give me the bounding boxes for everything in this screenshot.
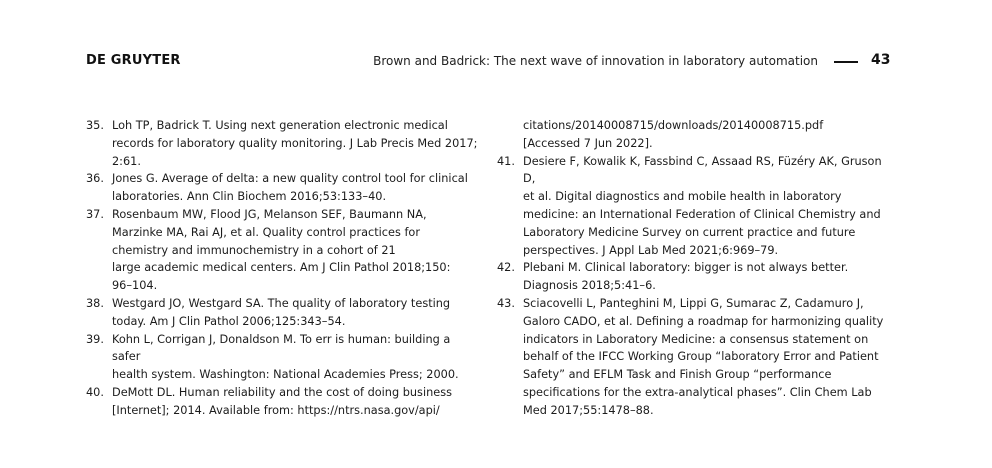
reference-line: records for laboratory quality monitoring. J Lab Precis Med 2017; <box>112 136 478 150</box>
publisher-logo: DE GRUYTER <box>86 53 181 68</box>
reference-line: Diagnosis 2018;5:41–6. <box>523 279 656 293</box>
reference-line: today. Am J Clin Pathol 2006;125:343–54. <box>112 314 346 328</box>
reference-line: [Accessed 7 Jun 2022]. <box>523 136 653 150</box>
reference-line: Galoro CADO, et al. Defining a roadmap for harmonizing quality <box>523 314 884 328</box>
reference-line: Westgard JO, Westgard SA. The quality of laboratory testing <box>112 296 451 310</box>
references-left-column <box>86 117 481 420</box>
page-number: 43 <box>871 52 891 68</box>
reference-item <box>497 153 892 260</box>
reference-line: Loh TP, Badrick T. Using next generation electronic medical <box>112 119 448 132</box>
reference-item <box>497 295 892 420</box>
reference-line: [Internet]; 2014. Available from: https://ntrs.nasa.gov/api/ <box>112 403 440 417</box>
reference-line: health system. Washington: National Academies Press; 2000. <box>112 368 459 382</box>
reference-number: 35. <box>86 119 104 132</box>
reference-number: 38. <box>86 296 104 310</box>
reference-line: indicators in Laboratory Medicine: a consensus statement on <box>523 332 869 346</box>
reference-line: specifications for the extra-analytical phases”. Clin Chem Lab <box>523 385 872 399</box>
reference-number: 42. <box>497 261 515 275</box>
reference-line: Med 2017;55:1478–88. <box>523 403 654 417</box>
running-title: Brown and Badrick: The next wave of innovation in laboratory automation <box>373 54 818 68</box>
reference-item <box>86 331 481 384</box>
reference-item <box>86 295 481 331</box>
reference-item <box>86 384 481 420</box>
reference-line: Marzinke MA, Rai AJ, et al. Quality control practices for <box>112 225 420 239</box>
reference-line: citations/20140008715/downloads/20140008715.pdf <box>523 119 824 132</box>
references-right-column <box>497 117 892 420</box>
reference-line: et al. Digital diagnostics and mobile health in laboratory <box>523 190 842 204</box>
reference-item <box>86 206 481 295</box>
reference-continuation <box>497 117 892 153</box>
reference-line: behalf of the IFCC Working Group “laboratory Error and Patient <box>523 350 879 364</box>
reference-item <box>86 117 481 170</box>
reference-line: perspectives. J Appl Lab Med 2021;6:969–79. <box>523 243 779 257</box>
reference-number: 36. <box>86 172 104 186</box>
reference-line: Kohn L, Corrigan J, Donaldson M. To err is human: building a safer <box>112 332 451 364</box>
reference-line: 96–104. <box>112 279 158 293</box>
reference-number: 40. <box>86 385 104 399</box>
page-header <box>0 0 992 80</box>
header-rule <box>834 61 858 63</box>
reference-number: 37. <box>86 207 104 221</box>
reference-line: chemistry and immunochemistry in a cohort of 21 <box>112 243 396 257</box>
reference-line: laboratories. Ann Clin Biochem 2016;53:133–40. <box>112 190 387 204</box>
reference-line: Sciacovelli L, Panteghini M, Lippi G, Sumarac Z, Cadamuro J, <box>523 296 864 310</box>
reference-line: large academic medical centers. Am J Clin Pathol 2018;150: <box>112 261 451 275</box>
reference-item <box>497 259 892 295</box>
reference-line: Safety” and EFLM Task and Finish Group “performance <box>523 368 832 382</box>
reference-number: 39. <box>86 332 104 346</box>
reference-line: Desiere F, Kowalik K, Fassbind C, Assaad RS, Füzéry AK, Gruson D, <box>523 154 882 186</box>
reference-item <box>86 170 481 206</box>
reference-number: 41. <box>497 154 515 168</box>
reference-line: Laboratory Medicine Survey on current practice and future <box>523 225 856 239</box>
reference-line: Plebani M. Clinical laboratory: bigger is not always better. <box>523 261 849 275</box>
reference-line: DeMott DL. Human reliability and the cost of doing business <box>112 385 452 399</box>
reference-line: Rosenbaum MW, Flood JG, Melanson SEF, Baumann NA, <box>112 207 427 221</box>
reference-line: 2:61. <box>112 154 141 168</box>
reference-line: medicine: an International Federation of Clinical Chemistry and <box>523 207 881 221</box>
reference-line: Jones G. Average of delta: a new quality control tool for clinical <box>112 172 468 186</box>
reference-number: 43. <box>497 296 515 310</box>
